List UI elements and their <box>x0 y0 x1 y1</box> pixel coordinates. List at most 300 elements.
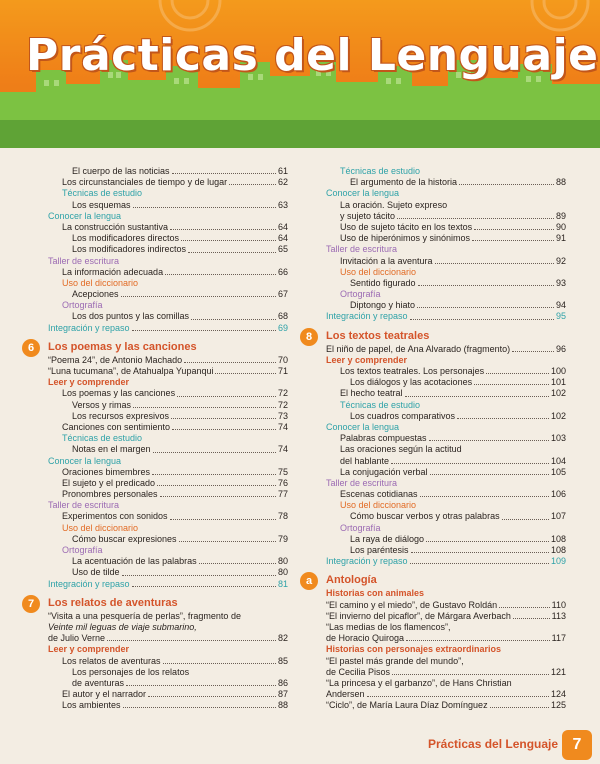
toc-entry <box>48 667 288 678</box>
page-ref: 61 <box>277 166 288 176</box>
page-ref: 110 <box>551 599 566 610</box>
chapter-heading <box>27 339 288 355</box>
toc-entry <box>326 534 566 545</box>
dot-leader <box>179 534 276 542</box>
category-label: Taller de escritura <box>326 477 398 488</box>
toc-entry <box>326 633 566 644</box>
toc-entry <box>326 656 566 667</box>
page-ref: 88 <box>555 177 566 188</box>
dot-leader <box>153 444 276 452</box>
chapter-heading <box>27 595 288 611</box>
header-banner <box>0 0 600 148</box>
toc-category <box>326 500 566 511</box>
category-label: Leer y comprender <box>48 377 130 388</box>
toc-entry <box>48 689 288 700</box>
page-ref: 65 <box>277 244 288 255</box>
chapter-number-badge: 7 <box>22 595 40 613</box>
dot-leader <box>459 177 554 185</box>
entry-title: “Ciclo”, de María Laura Díaz Domínguez <box>326 700 488 711</box>
dot-leader <box>121 289 276 297</box>
page-ref: 81 <box>277 578 288 589</box>
category-label: Técnicas de estudio <box>340 399 421 410</box>
entry-title: “Luna tucumana”, de Atahualpa Yupanqui <box>48 366 214 376</box>
entry-title: El cuerpo de las noticias <box>72 166 170 176</box>
toc-entry <box>326 611 566 622</box>
dot-leader <box>170 511 276 519</box>
page-ref: 125 <box>550 700 566 711</box>
dot-leader <box>418 278 554 286</box>
page-ref: 80 <box>277 567 288 578</box>
page-ref: 96 <box>555 343 566 354</box>
entry-title: Los textos teatrales. Los personajes <box>340 366 485 376</box>
entry-title: de Cecilia Pisos <box>326 666 391 677</box>
toc-entry <box>326 278 566 289</box>
page-ref: 124 <box>550 689 566 700</box>
chapter-title: Los poemas y las canciones <box>48 340 197 353</box>
category-label: Conocer la lengua <box>48 210 122 221</box>
dot-leader <box>417 300 554 308</box>
entry-title: El autor y el narrador <box>62 689 147 700</box>
dot-leader <box>172 166 276 174</box>
page-ref: 107 <box>550 511 566 522</box>
dot-leader <box>406 633 550 641</box>
entry-title: “El pastel más grande del mundo”, <box>326 655 464 666</box>
dot-leader <box>426 534 549 542</box>
dot-leader <box>512 344 554 352</box>
toc-entry <box>326 511 566 522</box>
page-ref: 101 <box>550 377 566 388</box>
category-label: Historias con animales <box>326 588 425 599</box>
toc-category <box>326 478 566 489</box>
entry-title: La acentuación de las palabras <box>72 556 197 567</box>
entry-title: Acepciones <box>72 289 119 300</box>
toc-entry <box>48 388 288 399</box>
toc-entry <box>326 689 566 700</box>
page-ref: 71 <box>277 366 288 376</box>
toc-entry <box>48 366 288 377</box>
page-ref: 106 <box>550 489 566 500</box>
toc-entry <box>326 211 566 222</box>
entry-title: Los relatos de aventuras <box>62 655 161 666</box>
toc-entry <box>326 622 566 633</box>
entry-title: de Horacio Quiroga <box>326 633 405 644</box>
dot-leader <box>133 400 276 408</box>
category-label: Leer y comprender <box>48 644 130 655</box>
page-ref: 64 <box>277 233 288 244</box>
toc-entry <box>326 700 566 711</box>
toc-entry <box>48 444 288 455</box>
toc-column-left <box>27 166 288 711</box>
dot-leader <box>410 556 549 564</box>
page-ref: 91 <box>555 233 566 244</box>
entry-title: Palabras compuestas <box>340 433 427 444</box>
toc-entry <box>326 411 566 422</box>
dot-leader <box>191 311 276 319</box>
dot-leader <box>199 556 276 564</box>
toc-entry <box>326 678 566 689</box>
toc-entry <box>48 222 288 233</box>
page-ref: 73 <box>277 410 288 421</box>
page-ref: 69 <box>277 322 288 333</box>
page-ref: 77 <box>277 489 288 500</box>
toc-entry <box>48 422 288 433</box>
category-label: Conocer la lengua <box>326 188 400 199</box>
entry-title: Versos y rimas <box>72 399 132 410</box>
page-ref: 72 <box>277 399 288 410</box>
toc-entry <box>48 489 288 500</box>
category-label: Uso del diccionario <box>340 500 417 511</box>
entry-title: “La princesa y el garbanzo”, de Hans Christian <box>326 677 512 688</box>
toc-category <box>326 355 566 366</box>
chapter-title: Antología <box>326 574 377 587</box>
toc-entry <box>326 545 566 556</box>
dot-leader <box>132 579 276 587</box>
toc-entry <box>48 267 288 278</box>
entry-title: “El invierno del picaflor”, de Márgara Averbach <box>326 610 511 621</box>
page-ref: 72 <box>277 388 288 399</box>
dot-leader <box>391 456 549 464</box>
entry-title: “El camino y el miedo”, de Gustavo Roldán <box>326 599 498 610</box>
dot-leader <box>420 489 549 497</box>
dot-leader <box>513 611 550 619</box>
chapter-heading <box>305 328 566 344</box>
dot-leader <box>430 467 549 475</box>
toc-entry <box>48 478 288 489</box>
page-ref: 105 <box>550 466 566 477</box>
entry-title: Los modificadores indirectos <box>72 244 187 255</box>
entry-title: La oración. Sujeto expreso <box>340 199 448 210</box>
toc-entry <box>48 678 288 689</box>
category-label: Ortografía <box>340 522 381 533</box>
toc-category <box>326 422 566 433</box>
dot-leader <box>229 177 276 185</box>
page-ref: 75 <box>277 466 288 477</box>
entry-title: Los dos puntos y las comillas <box>72 311 190 322</box>
page-ref: 74 <box>277 421 288 432</box>
dot-leader <box>165 267 276 275</box>
entry-title: Cómo buscar verbos y otras palabras <box>350 511 500 522</box>
page-title: Prácticas del Lenguaje <box>26 30 599 81</box>
toc-entry <box>326 222 566 233</box>
page-ref: 113 <box>551 610 566 621</box>
toc-entry <box>48 611 288 622</box>
category-label: Uso del diccionario <box>340 266 417 277</box>
toc-entry <box>326 667 566 678</box>
page-ref: 95 <box>555 311 566 322</box>
entry-title: “Poema 24”, de Antonio Machado <box>48 354 183 365</box>
category-label: Integración y repaso <box>326 556 408 567</box>
entry-title: Las oraciones según la actitud <box>340 444 462 455</box>
page-ref: 102 <box>550 388 566 399</box>
toc-category <box>48 256 288 267</box>
toc-category <box>326 311 566 322</box>
page-ref: 68 <box>277 311 288 322</box>
dot-leader <box>474 377 549 385</box>
page-ref: 88 <box>277 700 288 711</box>
toc-column-right <box>305 166 566 711</box>
entry-title: Invitación a la aventura <box>340 255 433 266</box>
category-label: Uso del diccionario <box>62 277 139 288</box>
page-ref: 103 <box>550 433 566 444</box>
toc-category <box>48 523 288 534</box>
dot-leader <box>171 411 276 419</box>
entry-title: La información adecuada <box>62 266 164 277</box>
toc-category <box>326 523 566 534</box>
footer-label: Prácticas del Lenguaje <box>428 737 559 751</box>
category-label: Técnicas de estudio <box>340 166 421 176</box>
entry-title: Uso de tilde <box>72 567 120 578</box>
entry-title: de aventuras <box>72 677 125 688</box>
entry-title: La construcción sustantiva <box>62 221 169 232</box>
toc-entry <box>48 534 288 545</box>
entry-title: Los poemas y las canciones <box>62 388 176 399</box>
category-label: Ortografía <box>62 545 103 555</box>
entry-title: La conjugación verbal <box>340 466 428 477</box>
dot-leader <box>184 355 276 363</box>
category-label: Integración y repaso <box>326 311 408 322</box>
toc-entry <box>48 700 288 711</box>
toc-category <box>326 588 566 599</box>
category-label: Técnicas de estudio <box>62 433 143 444</box>
category-label: Taller de escritura <box>48 500 120 511</box>
page-ref: 109 <box>550 556 566 567</box>
entry-title: “Las medias de los flamencos”, <box>326 621 451 632</box>
dot-leader <box>163 656 276 664</box>
toc-entry <box>48 244 288 255</box>
dot-leader <box>157 478 276 486</box>
entry-title: Oraciones bimembres <box>62 466 151 477</box>
entry-title: Los ambientes <box>62 700 121 711</box>
toc-category <box>326 400 566 411</box>
entry-title: Uso de hiperónimos y sinónimos <box>340 233 471 244</box>
page-ref: 102 <box>550 410 566 421</box>
page-ref: 74 <box>277 444 288 455</box>
dot-leader <box>170 222 276 230</box>
entry-title: Los diálogos y las acotaciones <box>350 377 473 388</box>
category-label: Taller de escritura <box>326 244 398 255</box>
entry-title: Andersen <box>326 689 365 700</box>
dot-leader <box>107 633 276 641</box>
toc-entry <box>48 289 288 300</box>
page-ref: 92 <box>555 255 566 266</box>
page-ref: 104 <box>550 455 566 466</box>
entry-title: Notas en el margen <box>72 444 151 455</box>
toc-entry <box>48 311 288 322</box>
page-ref: 117 <box>551 633 566 644</box>
category-label: Uso del diccionario <box>62 522 139 533</box>
toc-entry <box>48 622 288 633</box>
toc-entry <box>326 444 566 455</box>
entry-title: Los personajes de los relatos <box>72 666 190 677</box>
toc-entry <box>326 456 566 467</box>
page-ref: 86 <box>277 677 288 688</box>
category-label: Ortografía <box>340 289 381 300</box>
toc-category <box>326 166 566 177</box>
toc-entry <box>48 556 288 567</box>
dot-leader <box>122 567 276 575</box>
toc-category <box>326 188 566 199</box>
entry-title: Los modificadores directos <box>72 233 180 244</box>
chapter-number-badge: 8 <box>300 328 318 346</box>
page-ref: 82 <box>277 633 288 644</box>
toc-entry <box>326 377 566 388</box>
category-label: Ortografía <box>62 300 103 311</box>
dot-leader <box>132 323 276 331</box>
entry-title: El hecho teatral <box>340 388 403 399</box>
toc-entry <box>48 633 288 644</box>
dot-leader <box>490 700 549 708</box>
toc-entry <box>326 256 566 267</box>
page-ref: 108 <box>550 533 566 544</box>
toc-category <box>48 188 288 199</box>
toc-entry <box>48 200 288 211</box>
dot-leader <box>397 211 554 219</box>
page-ref: 63 <box>277 199 288 210</box>
toc-entry <box>48 400 288 411</box>
toc-category <box>326 644 566 655</box>
dot-leader <box>367 689 549 697</box>
page-ref: 108 <box>550 545 566 555</box>
dot-leader <box>474 222 554 230</box>
dot-leader <box>405 388 549 396</box>
dot-leader <box>429 433 549 441</box>
page-ref: 85 <box>277 655 288 666</box>
toc-category <box>48 377 288 388</box>
entry-title: Uso de sujeto tácito en los textos <box>340 221 473 232</box>
entry-title: Veinte mil leguas de viaje submarino, <box>48 621 197 632</box>
toc-category <box>326 556 566 567</box>
entry-title: Los circunstanciales de tiempo y de lugar <box>62 177 228 188</box>
category-label: Técnicas de estudio <box>62 188 143 199</box>
chapter-heading <box>305 572 566 588</box>
entry-title: El sujeto y el predicado <box>62 477 156 488</box>
entry-title: Los cuadros comparativos <box>350 410 456 421</box>
dot-leader <box>148 689 276 697</box>
dot-leader <box>126 678 276 686</box>
dot-leader <box>486 366 549 374</box>
toc-entry <box>326 177 566 188</box>
chapter-number-badge: a <box>300 572 318 590</box>
toc-entry <box>326 467 566 478</box>
dot-leader <box>410 311 554 319</box>
entry-title: Los recursos expresivos <box>72 410 170 421</box>
category-label: Historias con personajes extraordinarios <box>326 644 502 655</box>
toc-entry <box>48 467 288 478</box>
toc-category <box>48 211 288 222</box>
toc-entry <box>48 355 288 366</box>
toc-entry <box>48 233 288 244</box>
page-ref: 80 <box>277 556 288 567</box>
page-ref: 90 <box>555 221 566 232</box>
dot-leader <box>133 200 276 208</box>
toc-entry <box>48 166 288 177</box>
toc-category <box>48 456 288 467</box>
category-label: Integración y repaso <box>48 322 130 333</box>
chapter-title: Los relatos de aventuras <box>48 596 178 609</box>
toc-entry <box>326 433 566 444</box>
page-ref: 79 <box>277 533 288 544</box>
entry-title: Sentido figurado <box>350 277 416 288</box>
toc-entry <box>326 233 566 244</box>
toc-entry <box>48 511 288 522</box>
toc-category <box>48 545 288 556</box>
page-ref: 76 <box>277 477 288 488</box>
category-label: Leer y comprender <box>326 354 408 365</box>
dot-leader <box>188 244 276 252</box>
entry-title: Escenas cotidianas <box>340 489 418 500</box>
toc-category <box>48 278 288 289</box>
dot-leader <box>457 411 549 419</box>
entry-title: Experimentos con sonidos <box>62 511 168 522</box>
toc-category <box>48 644 288 655</box>
entry-title: del hablante <box>340 455 390 466</box>
dot-leader <box>160 489 276 497</box>
page-ref: 70 <box>277 354 288 365</box>
toc-category <box>326 244 566 255</box>
page-ref: 66 <box>277 266 288 277</box>
dot-leader <box>411 545 549 553</box>
page-ref: 87 <box>277 689 288 700</box>
toc-entry <box>48 656 288 667</box>
entry-title: Los esquemas <box>72 199 131 210</box>
toc-entry <box>326 344 566 355</box>
toc-category <box>48 500 288 511</box>
dot-leader <box>215 366 276 374</box>
entry-title: Cómo buscar expresiones <box>72 533 177 544</box>
toc-category <box>48 300 288 311</box>
toc-category <box>48 579 288 590</box>
category-label: Conocer la lengua <box>48 455 122 466</box>
toc-entry <box>326 489 566 500</box>
entry-title: “Visita a una pesquería de perlas”, fragmento de <box>48 610 241 621</box>
toc-category <box>48 433 288 444</box>
entry-title: de Julio Verne <box>48 633 106 644</box>
entry-title: Canciones con sentimiento <box>62 421 171 432</box>
category-label: Taller de escritura <box>48 255 120 266</box>
dot-leader <box>181 233 276 241</box>
dot-leader <box>152 467 276 475</box>
toc-category <box>48 323 288 334</box>
chapter-title: Los textos teatrales <box>326 329 430 342</box>
entry-title: El argumento de la historia <box>350 177 458 188</box>
toc-entry <box>326 366 566 377</box>
dot-leader <box>472 233 554 241</box>
entry-title: La raya de diálogo <box>350 533 425 544</box>
page-ref: 89 <box>555 210 566 221</box>
dot-leader <box>499 600 550 608</box>
toc-category <box>326 267 566 278</box>
toc-entry <box>48 177 288 188</box>
page-ref: 121 <box>550 666 566 677</box>
dot-leader <box>392 667 549 675</box>
page-ref: 67 <box>277 289 288 300</box>
entry-title: Pronombres personales <box>62 489 158 500</box>
toc-entry <box>48 567 288 578</box>
toc-category <box>326 289 566 300</box>
chapter-number-badge: 6 <box>22 339 40 357</box>
entry-title: El niño de papel, de Ana Alvarado (fragmento) <box>326 343 511 354</box>
toc-entry <box>326 300 566 311</box>
toc-entry <box>326 388 566 399</box>
toc-entry <box>326 200 566 211</box>
dot-leader <box>123 700 276 708</box>
dot-leader <box>435 256 554 264</box>
page-ref: 100 <box>550 366 566 376</box>
category-label: Integración y repaso <box>48 578 130 589</box>
entry-title: Los paréntesis <box>350 545 409 555</box>
page-ref: 62 <box>277 177 288 188</box>
page-ref: 64 <box>277 221 288 232</box>
